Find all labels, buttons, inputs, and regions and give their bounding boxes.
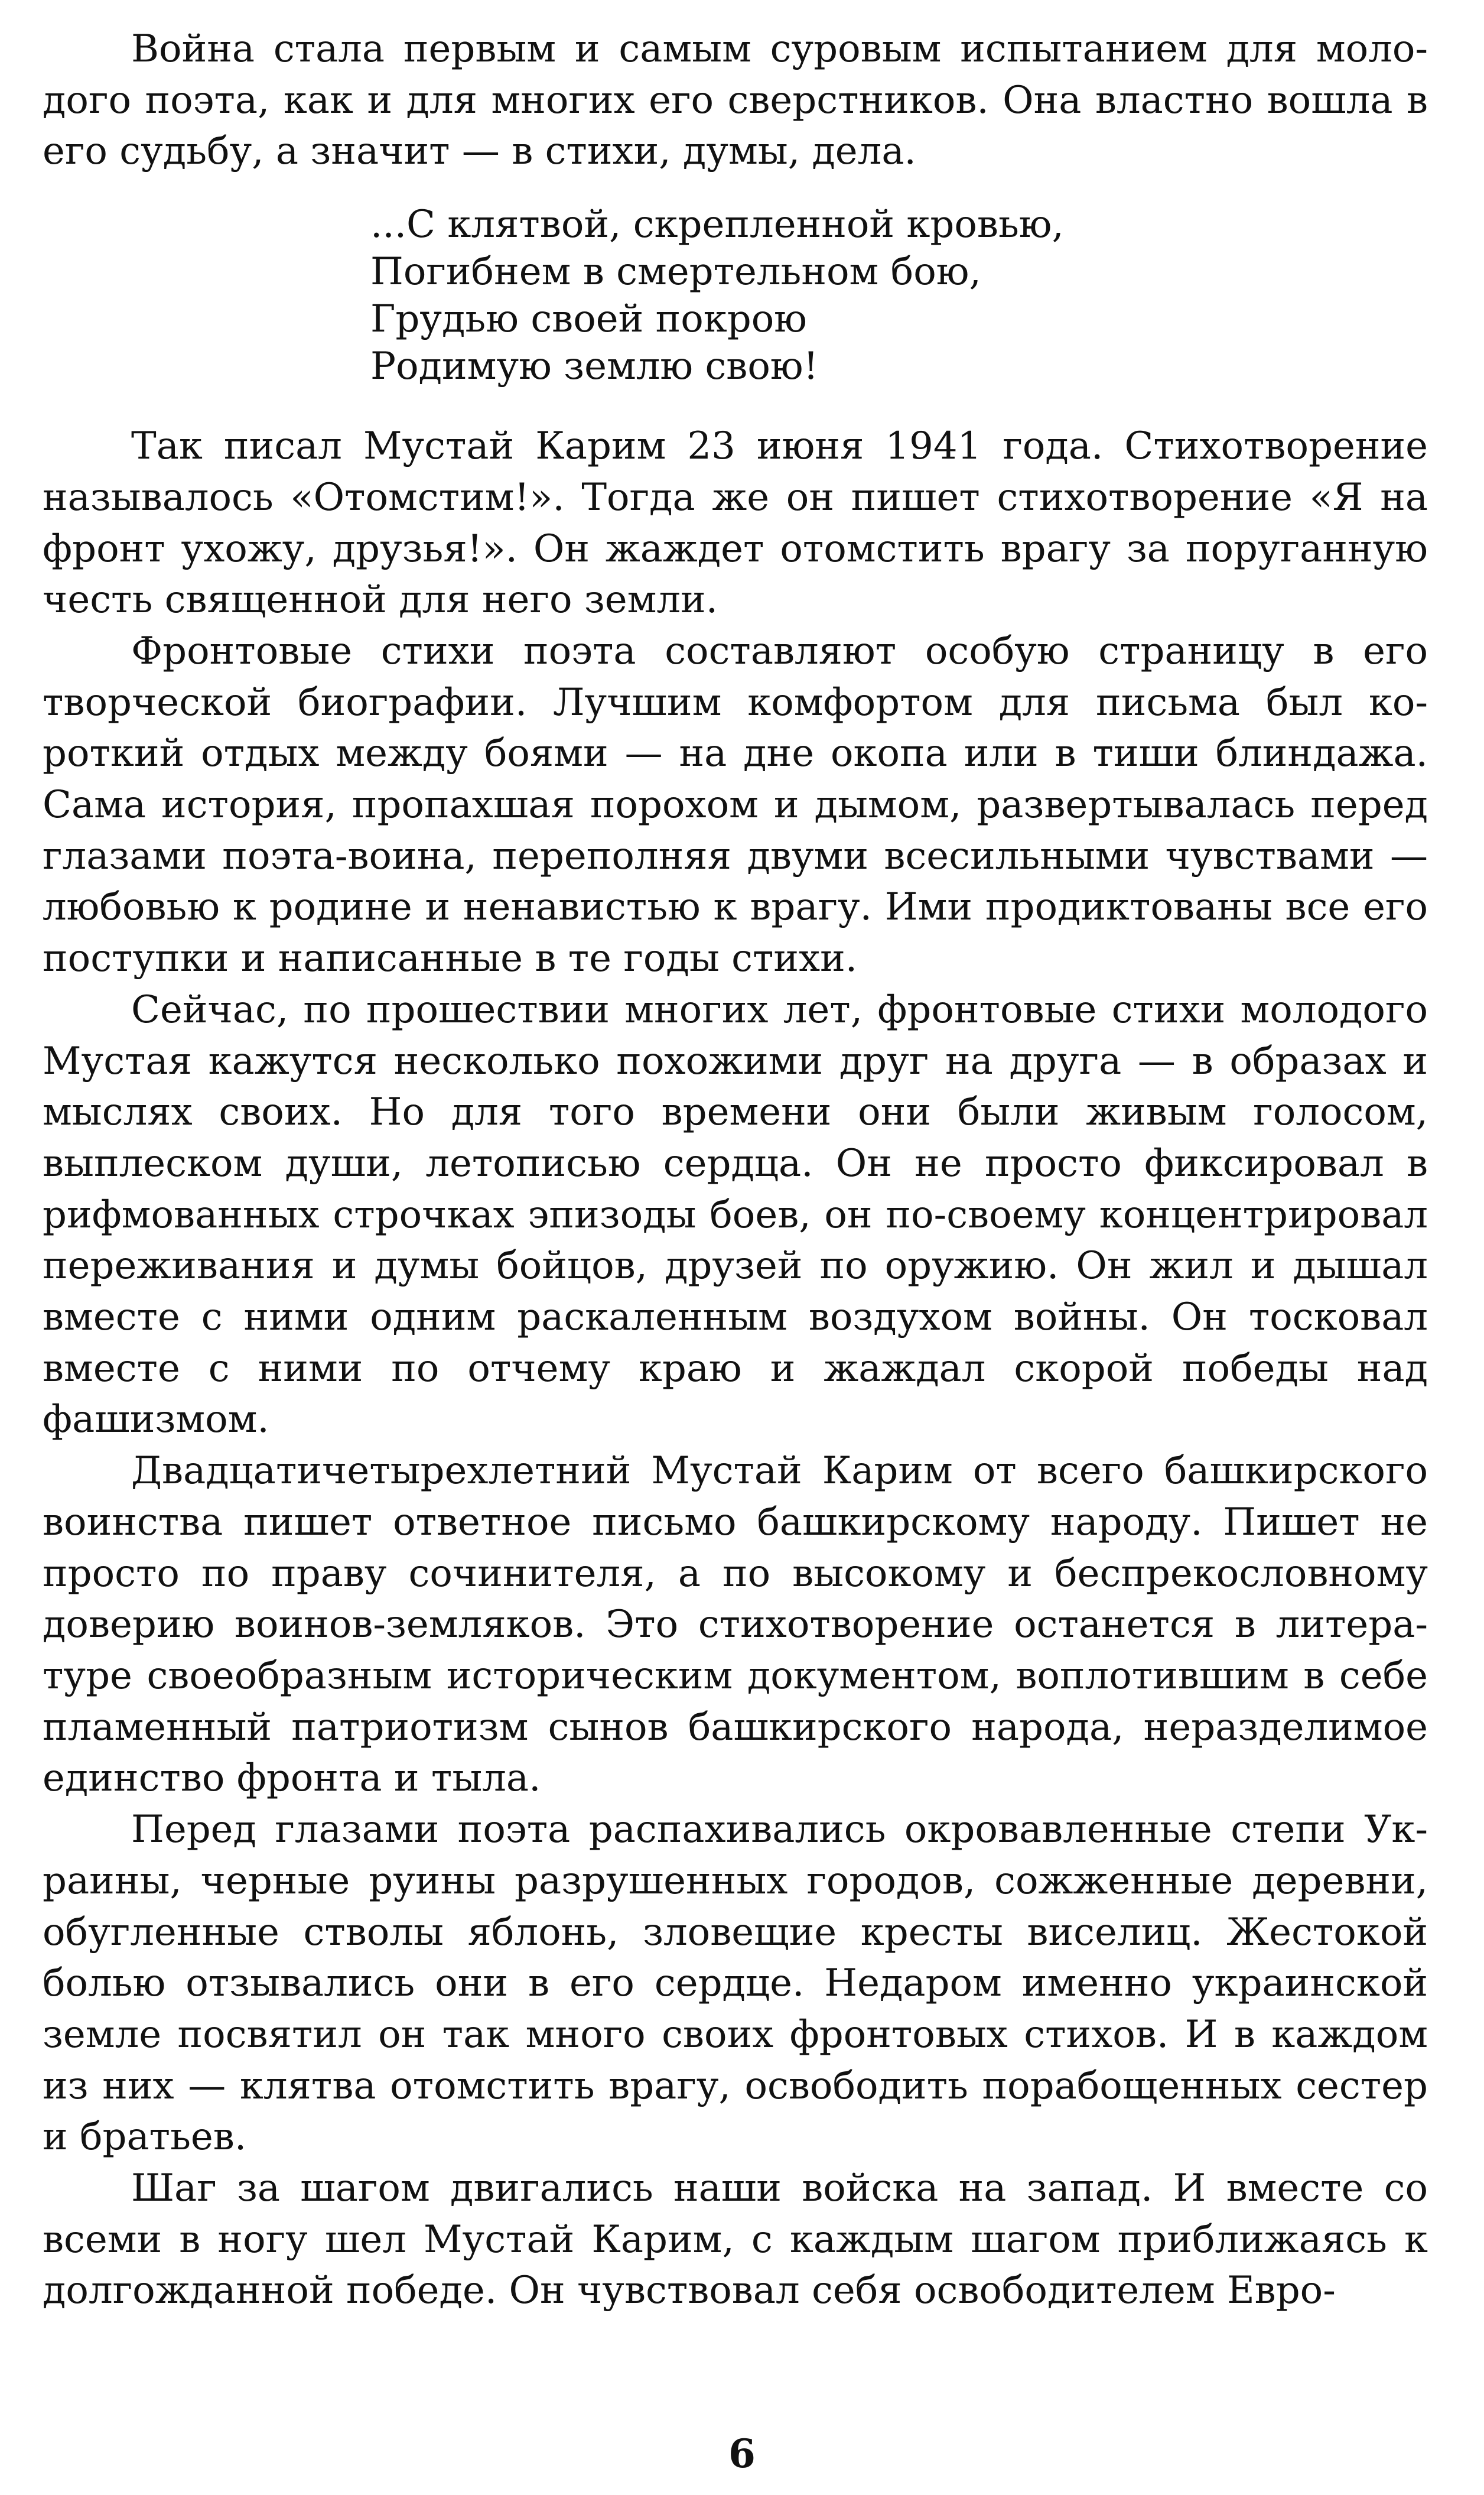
paragraph: Перед глазами поэта распахивались окровавленные степи Украины, черные руины разрушенных городов, сожженные деревни, обугленные стволы яблонь, зловещие кресты виселиц. Жестокой болью отзывались они в его сердце. Недаром именно украинской земле посвятил он так много своих фронтовых стихов. И в каждом из них — клятва отомстить врагу, освободить порабощенных сестер и братьев. xyxy=(43,1808,1428,2159)
poem-line: ...С клятвой, скрепленной кровью, xyxy=(370,203,1064,247)
paragraph: Так писал Мустай Карим 23 июня 1941 года. Стихотворение называлось «Отомстим!». Тогда же он пишет стихотворение «Я на фронт ухожу, друзья!». Он жаждет отомстить врагу за поруганную честь священной для него земли. xyxy=(43,424,1428,622)
page-number: 6 xyxy=(728,2431,756,2477)
poem-quote xyxy=(370,201,1428,390)
poem-line: Родимую землю свою! xyxy=(370,345,819,389)
paragraph: Двадцатичетырехлетний Мустай Карим от всего башкирского воинства пишет ответное письмо башкирскому народу. Пишет не просто по праву сочинителя, а по высокому и беспрекословному доверию воинов-земляков. Это стихотворение останется в литературе своеобразным историческим документом, воплотившим в себе пламенный патриотизм сынов башкирского народа, неразделимое единство фронта и тыла. xyxy=(43,1449,1428,1801)
paragraph-intro: Война стала первым и самым суровым испытанием для молодого поэта, как и для многих его сверстников. Она властно вошла в его судьбу, а значит — в стихи, думы, дела. xyxy=(43,27,1428,174)
text-column xyxy=(43,24,1428,2317)
poem-line: Грудью своей покрою xyxy=(370,297,807,342)
paragraph: Сейчас, по прошествии многих лет, фронтовые стихи молодого Мустая кажутся несколько похожими друг на друга — в образах и мыслях своих. Но для того времени они были живым голосом, выплеском души, летописью сердца. Он не просто фиксировал в рифмованных строчках эпизоды боев, он по-своему концентрировал переживания и думы бойцов, друзей по оружию. Он жил и дышал вместе с ними одним раскаленным воздухом войны. Он тосковал вместе с ними по отчему краю и жаждал скорой победы над фашизмом. xyxy=(43,987,1428,1442)
paragraph: Фронтовые стихи поэта составляют особую страницу в его творческой биографии. Лучшим комфортом для письма был короткий отдых между боями — на дне окопа или в тиши блиндажа. Сама история, пропахшая порохом и дымом, развертывалась перед глазами поэта-воина, переполняя двуми всесильными чувствами — любовью к родине и ненавистью к врагу. Ими продиктованы все его поступки и написанные в те годы стихи. xyxy=(43,629,1428,981)
poem-line: Погибнем в смертельном бою, xyxy=(370,250,981,294)
paragraph: Шаг за шагом двигались наши войска на запад. И вместе со всеми в ногу шел Мустай Карим, с каждым шагом приближаясь к долгожданной победе. Он чувствовал себя освободителем Евро- xyxy=(43,2166,1428,2313)
